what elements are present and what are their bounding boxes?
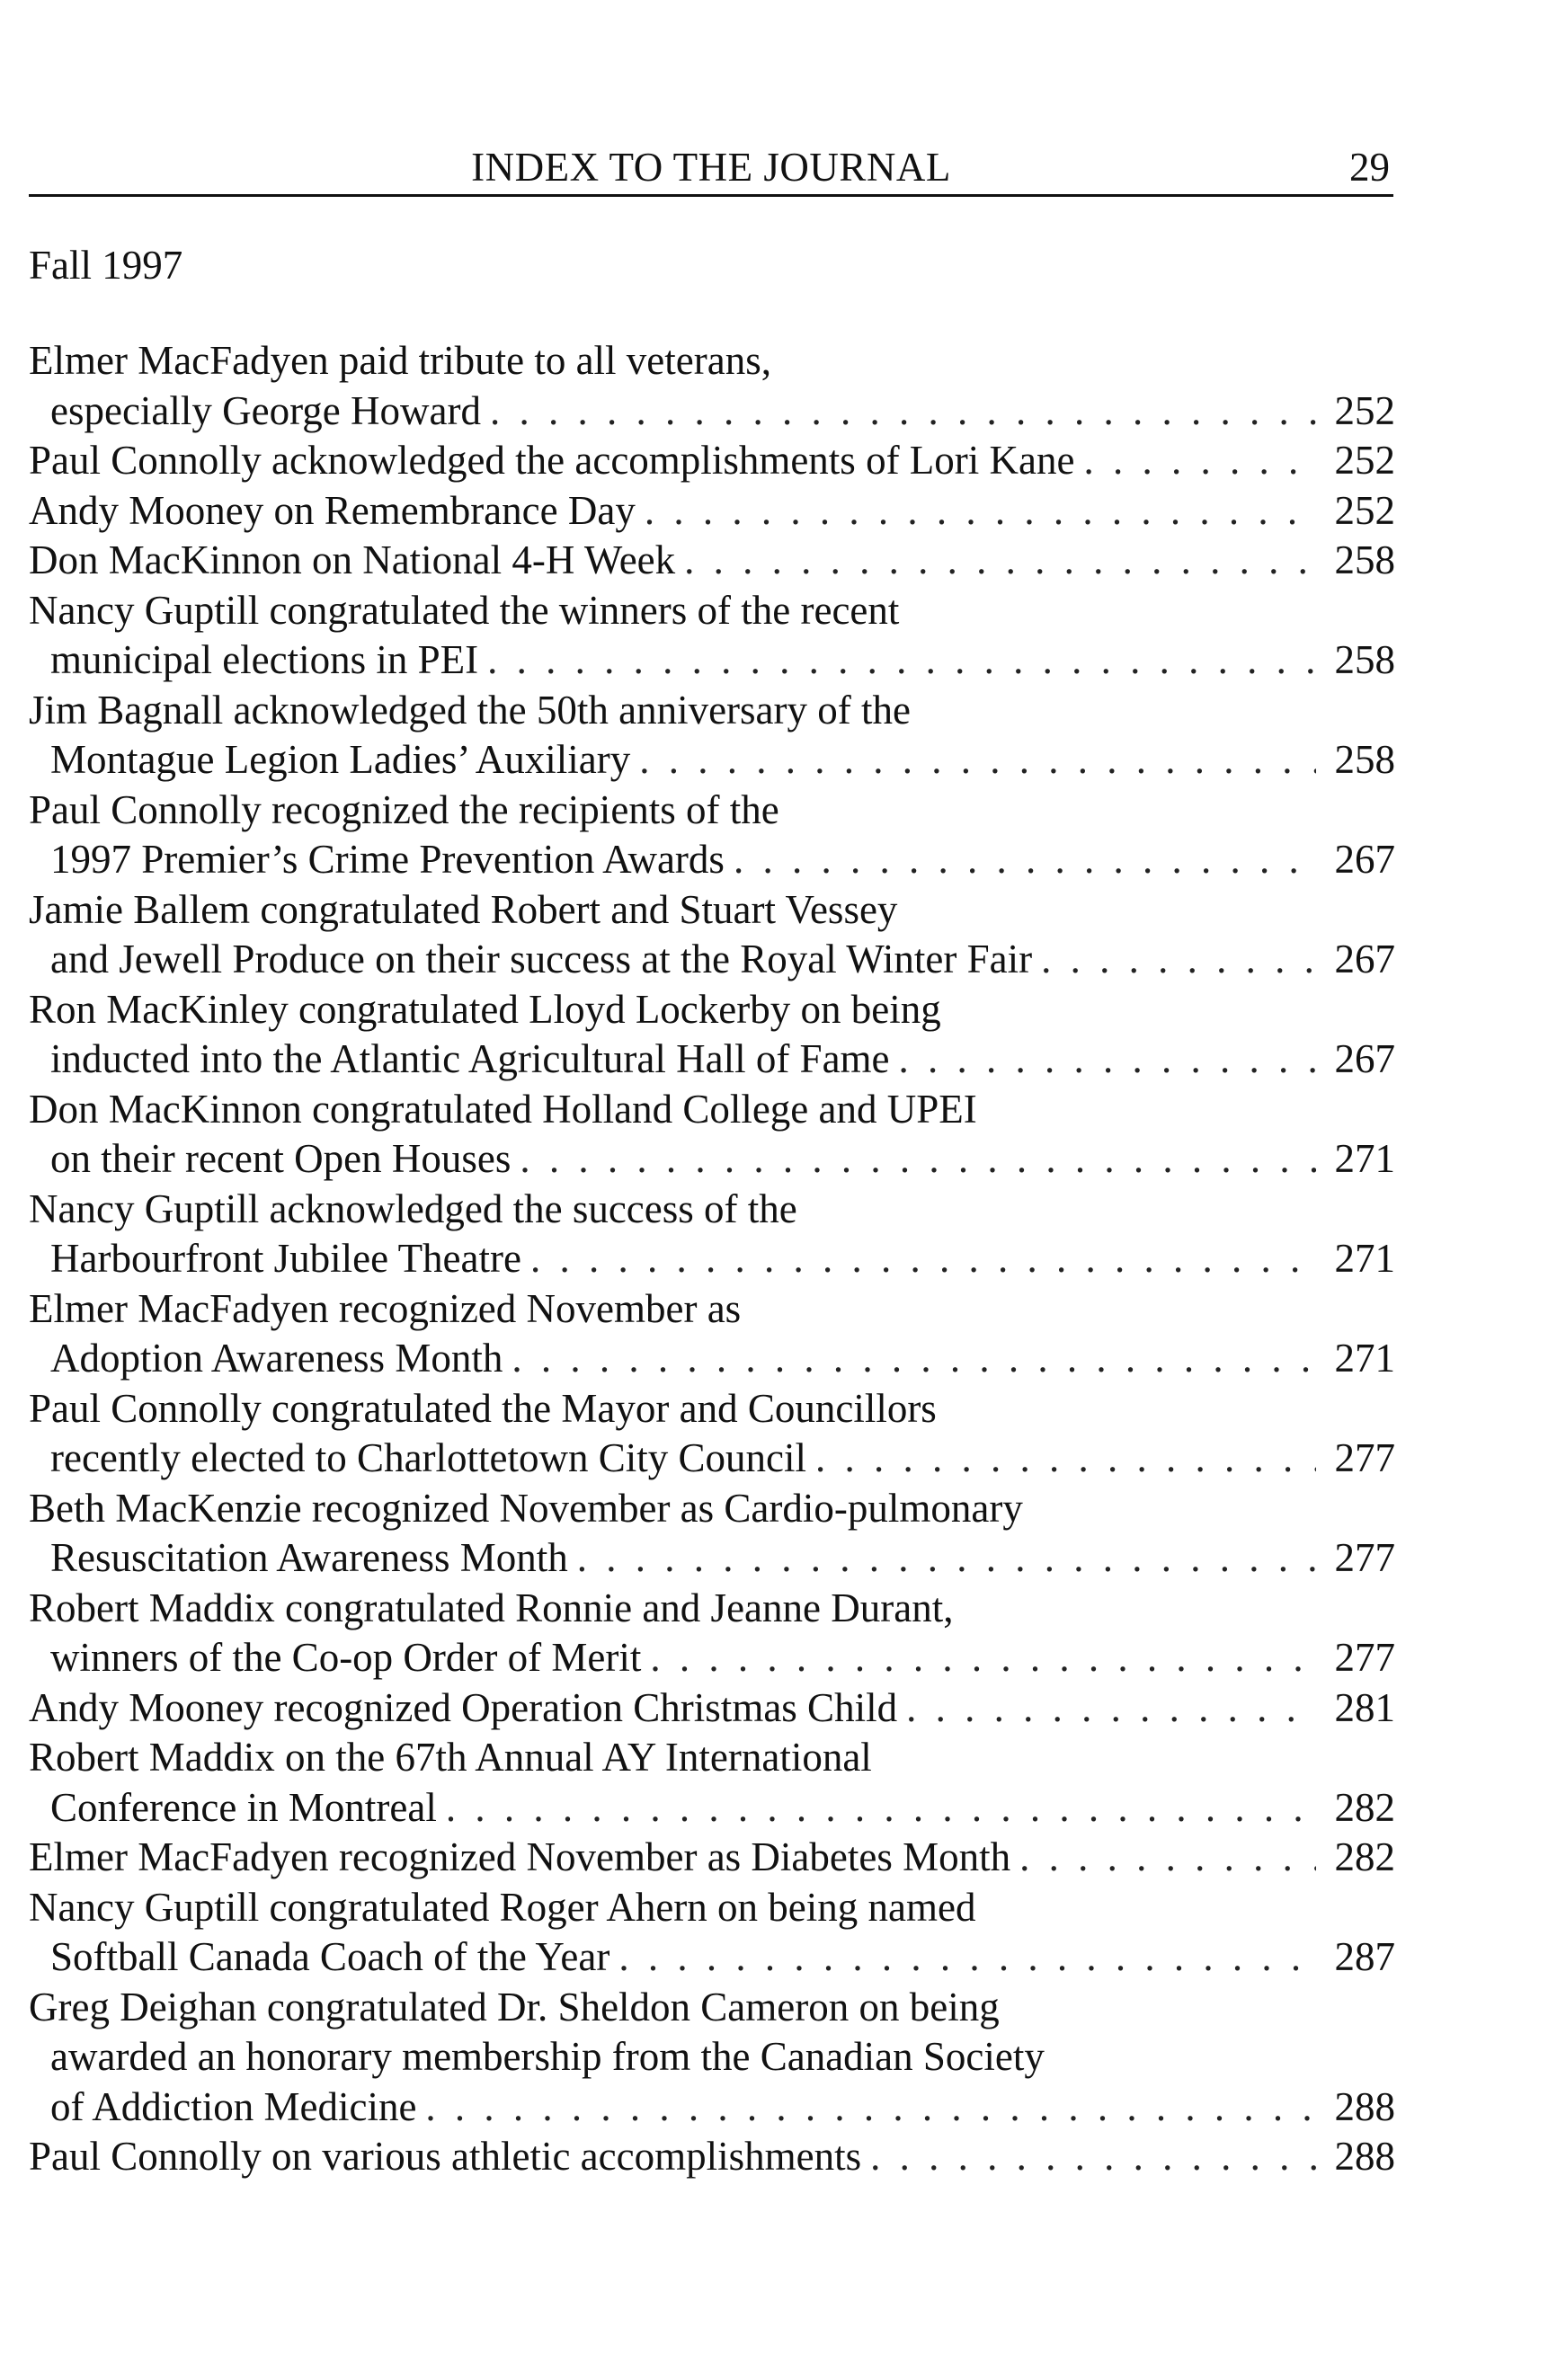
entry-text: Nancy Guptill congratulated Roger Ahern on being named [29,1884,976,1930]
entry-text: Harbourfront Jubilee Theatre [50,1236,521,1281]
dot-leader [490,386,1316,437]
index-entry [29,786,1395,885]
entry-page-number: 258 [1334,637,1395,682]
entry-text: Nancy Guptill congratulated the winners of the recent [29,587,900,633]
entry-text: and Jewell Produce on their success at the Royal Winter Fair [50,937,1033,981]
entry-page-number: 287 [1334,1934,1395,1979]
entry-text: Conference in Montreal [50,1784,437,1830]
entry-page-number: 277 [1334,1435,1395,1480]
entry-page-number: 267 [1334,937,1395,981]
entry-page-number: 267 [1334,837,1395,882]
entry-continuation-line [29,735,1395,786]
entry-first-line [29,1584,1395,1634]
entry-text: awarded an honorary membership from the Canadian Society [50,2034,1045,2079]
header-title: INDEX TO THE JOURNAL [471,145,951,190]
entry-continuation-line [29,1533,1395,1584]
entry-page-number: 267 [1334,1036,1395,1081]
entry-continuation-line [29,2082,1395,2133]
dot-leader [577,1533,1316,1584]
entry-text: on their recent Open Houses [50,1136,512,1181]
dot-leader [1019,1833,1316,1883]
dot-leader [650,1633,1316,1683]
entry-continuation-line [29,1783,1395,1834]
entry-text: Elmer MacFadyen recognized November as Diabetes Month [29,1834,1011,1879]
dot-leader [512,1334,1316,1384]
entry-continuation-line [29,635,1395,686]
index-entry [29,1384,1395,1484]
index-entry [29,536,1395,586]
entry-first-line [29,486,1395,537]
index-entry [29,1983,1395,2133]
dot-leader [487,635,1316,686]
index-entry [29,1883,1395,1983]
entry-text: of Addiction Medicine [50,2083,417,2129]
entry-first-line [29,786,1395,836]
dot-leader [639,735,1316,786]
entry-text: Paul Connolly on various athletic accomplishments [29,2134,862,2179]
entry-text: especially George Howard [50,387,481,433]
entry-page-number: 258 [1334,537,1395,582]
entry-text: Paul Connolly acknowledged the accomplishments of Lori Kane [29,438,1075,483]
index-entry [29,436,1395,486]
entry-first-line [29,1185,1395,1235]
entry-page-number: 282 [1334,1834,1395,1879]
entry-text: Nancy Guptill acknowledged the success of the [29,1186,797,1231]
entry-first-line [29,336,1395,386]
entry-continuation-line [29,1234,1395,1284]
entry-first-line [29,1384,1395,1434]
entry-continuation-line [29,1334,1395,1384]
index-entry [29,885,1395,985]
entry-page-number: 277 [1334,1535,1395,1580]
section-title: Fall 1997 [29,243,183,288]
index-entry [29,1733,1395,1833]
dot-leader [530,1234,1316,1284]
entry-page-number: 258 [1334,737,1395,782]
page-number: 29 [1349,145,1390,190]
entry-first-line [29,1733,1395,1783]
entry-continuation-line [29,2032,1395,2082]
entry-page-number: 281 [1334,1684,1395,1730]
dot-leader [899,1035,1316,1085]
index-entry [29,1284,1395,1384]
entry-page-number: 288 [1334,2083,1395,2129]
entry-page-number: 271 [1334,1336,1395,1381]
entry-first-line [29,586,1395,636]
entry-text: Robert Maddix on the 67th Annual AY International [29,1735,872,1780]
dot-leader [645,486,1316,537]
entry-text: Resuscitation Awareness Month [50,1535,568,1580]
entry-continuation-line [29,1633,1395,1683]
index-entry [29,1484,1395,1584]
index-entry [29,586,1395,686]
dot-leader [734,835,1316,885]
dot-leader [520,1134,1316,1185]
index-entry [29,1085,1395,1185]
entry-first-line [29,1833,1395,1883]
entry-text: Don MacKinnon on National 4-H Week [29,537,676,582]
entry-text: Adoption Awareness Month [50,1336,503,1381]
dot-leader [870,2132,1316,2182]
entry-first-line [29,686,1395,736]
index-entries [29,336,1395,2182]
entry-page-number: 271 [1334,1236,1395,1281]
entry-text: winners of the Co-op Order of Merit [50,1635,642,1680]
index-entry [29,336,1395,436]
entry-text: Montague Legion Ladies’ Auxiliary [50,737,631,782]
entry-text: municipal elections in PEI [50,637,479,682]
entry-first-line [29,1983,1395,2033]
entry-text: Jamie Ballem congratulated Robert and Stuart Vessey [29,886,898,932]
index-entry [29,1185,1395,1284]
entry-text: 1997 Premier’s Crime Prevention Awards [50,837,725,882]
entry-first-line [29,2132,1395,2182]
index-entry [29,1683,1395,1734]
entry-text: inducted into the Atlantic Agricultural Hall of Fame [50,1036,890,1081]
entry-text: Elmer MacFadyen recognized November as [29,1285,742,1331]
entry-first-line [29,436,1395,486]
entry-continuation-line [29,1134,1395,1185]
entry-continuation-line [29,835,1395,885]
entry-page-number: 277 [1334,1635,1395,1680]
entry-page-number: 252 [1334,387,1395,433]
entry-continuation-line [29,1434,1395,1484]
entry-first-line [29,1484,1395,1534]
running-header [29,135,1393,197]
entry-continuation-line [29,1035,1395,1085]
entry-continuation-line [29,386,1395,437]
index-entry [29,686,1395,786]
entry-text: Softball Canada Coach of the Year [50,1934,610,1979]
dot-leader [906,1683,1316,1734]
dot-leader [618,1932,1316,1983]
entry-text: Ron MacKinley congratulated Lloyd Lockerby on being [29,986,941,1032]
index-entry [29,486,1395,537]
entry-text: recently elected to Charlottetown City Council [50,1435,807,1480]
entry-text: Robert Maddix congratulated Ronnie and Jeanne Durant, [29,1585,954,1630]
dot-leader [815,1434,1316,1484]
entry-first-line [29,1284,1395,1335]
entry-text: Andy Mooney recognized Operation Christmas Child [29,1684,898,1730]
index-entry [29,1584,1395,1683]
index-entry [29,2132,1395,2182]
entry-page-number: 282 [1334,1784,1395,1830]
entry-text: Paul Connolly congratulated the Mayor and Councillors [29,1385,937,1431]
entry-text: Elmer MacFadyen paid tribute to all veterans, [29,338,771,383]
entry-text: Don MacKinnon congratulated Holland College and UPEI [29,1086,977,1132]
entry-text: Greg Deighan congratulated Dr. Sheldon Cameron on being [29,1984,1000,2029]
entry-text: Andy Mooney on Remembrance Day [29,487,636,533]
entry-continuation-line [29,935,1395,985]
dot-leader [446,1783,1316,1834]
dot-leader [684,536,1316,586]
entry-page-number: 252 [1334,487,1395,533]
entry-first-line [29,885,1395,936]
entry-text: Beth MacKenzie recognized November as Cardio-pulmonary [29,1485,1023,1531]
entry-page-number: 288 [1334,2134,1395,2179]
entry-first-line [29,536,1395,586]
index-entry [29,985,1395,1085]
entry-first-line [29,1085,1395,1135]
entry-first-line [29,1883,1395,1933]
entry-continuation-line [29,1932,1395,1983]
entry-page-number: 271 [1334,1136,1395,1181]
entry-page-number: 252 [1334,438,1395,483]
dot-leader [1041,935,1316,985]
dot-leader [425,2082,1316,2133]
entry-first-line [29,985,1395,1035]
index-entry [29,1833,1395,1883]
entry-text: Paul Connolly recognized the recipients of the [29,786,779,832]
entry-text: Jim Bagnall acknowledged the 50th anniversary of the [29,687,911,733]
dot-leader [1083,436,1316,486]
entry-first-line [29,1683,1395,1734]
